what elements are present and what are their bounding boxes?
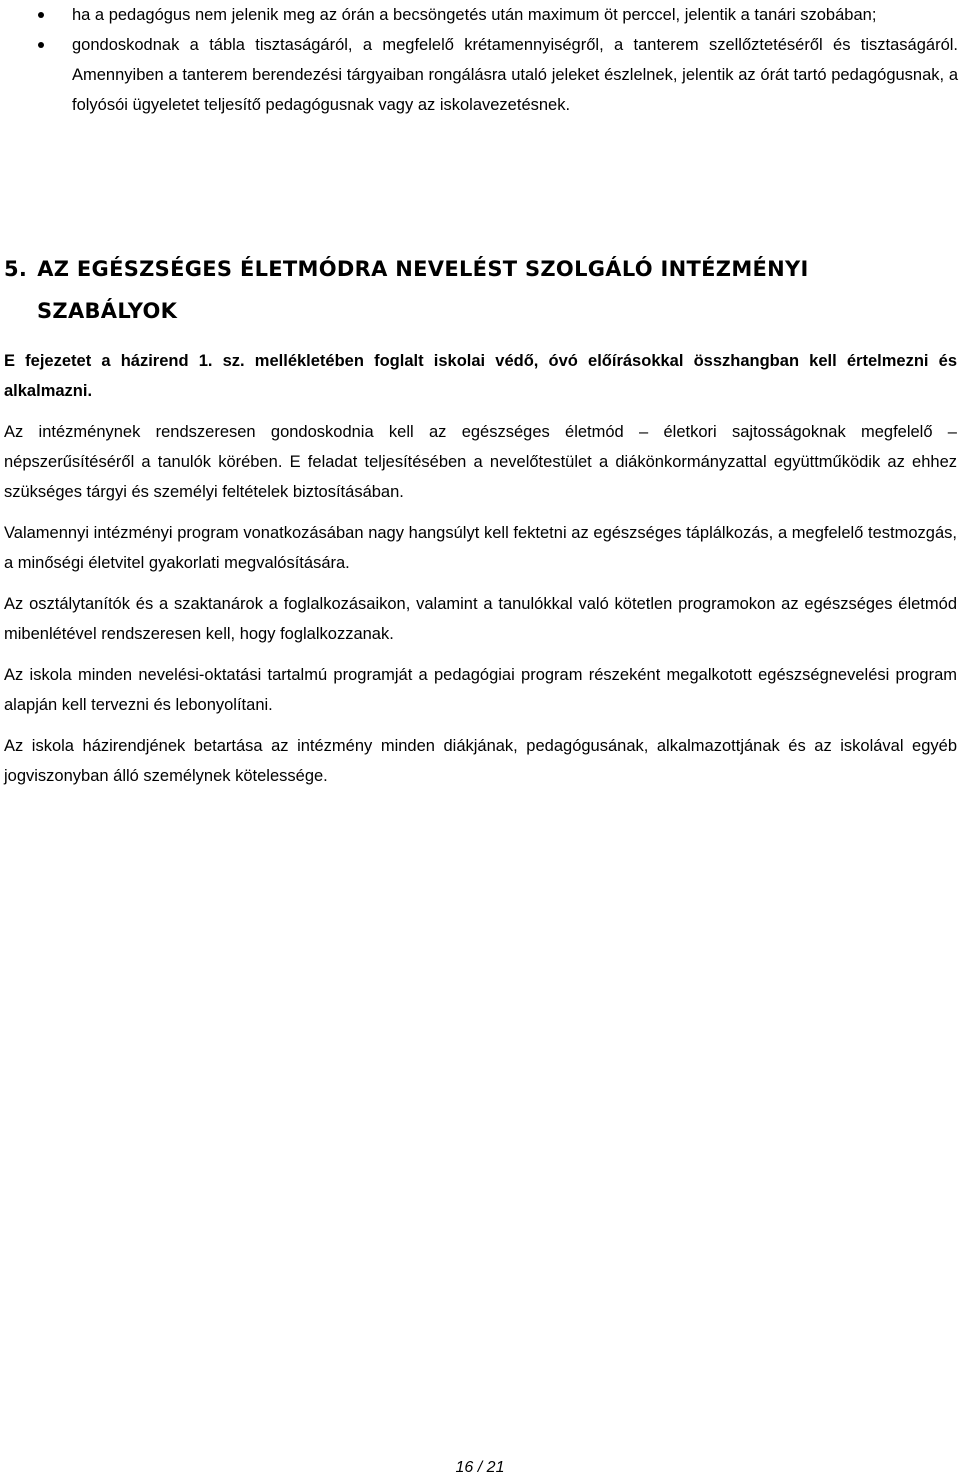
bullet-text: ha a pedagógus nem jelenik meg az órán a becsöngetés után maximum öt perccel, jelentik a tanári szobában; bbox=[72, 6, 877, 24]
section-title-line1: AZ EGÉSZSÉGES ÉLETMÓDRA NEVELÉST SZOLGÁLÓ INTÉZMÉNYI bbox=[37, 257, 809, 281]
paragraph: Az intézménynek rendszeresen gondoskodnia kell az egészséges életmód – életkori sajtosságoknak megfelelő – népszerűsítéséről a tanulók körében. E feladat teljesítésében a nevelőtestület a diákönkormányzattal együttműködik az ehhez szükséges tárgyi és személyi feltételek biztosításában. bbox=[4, 423, 957, 501]
section-title-line2: SZABÁLYOK bbox=[37, 299, 178, 323]
paragraph: Az osztálytanítók és a szaktanárok a foglalkozásaikon, valamint a tanulókkal való kötetlen programokon az egészséges életmód mibenlétével rendszeresen kell, hogy foglalkozzanak. bbox=[4, 595, 957, 643]
bullet-item bbox=[0, 30, 960, 120]
bullet-dot-icon bbox=[38, 12, 44, 18]
section-number: 5. bbox=[4, 257, 28, 281]
paragraph: Az iskola minden nevelési-oktatási tartalmú programját a pedagógiai program részeként megalkotott egészségnevelési program alapján kell tervezni és lebonyolítani. bbox=[4, 666, 957, 714]
paragraph: Valamennyi intézményi program vonatkozásában nagy hangsúlyt kell fektetni az egészséges táplálkozás, a megfelelő testmozgás, a minőségi életvitel gyakorlati megvalósítására. bbox=[4, 524, 957, 572]
page-number: 16 / 21 bbox=[455, 1459, 505, 1476]
bullet-dot-icon bbox=[38, 42, 44, 48]
bullet-item bbox=[0, 0, 960, 30]
bullet-list bbox=[0, 0, 960, 120]
section-body bbox=[4, 346, 957, 802]
page-footer bbox=[0, 1458, 960, 1478]
paragraph: Az iskola házirendjének betartása az intézmény minden diákjának, pedagógusának, alkalmazottjának és az iskolával egyéb jogviszonyban álló személynek kötelessége. bbox=[4, 737, 957, 785]
bullet-text: gondoskodnak a tábla tisztaságáról, a megfelelő krétamennyiségről, a tanterem szellőztetéséről és tisztaságáról. Amennyiben a tanterem berendezési tárgyaiban rongálásra utaló jeleket észlelnek, jelentik az órát tartó pedagógusnak, a folyósói ügyeletet teljesítő pedagógusnak vagy az iskolavezetésnek. bbox=[72, 36, 958, 114]
intro-paragraph: E fejezetet a házirend 1. sz. mellékletében foglalt iskolai védő, óvó előírásokkal összhangban kell értelmezni és alkalmazni. bbox=[4, 352, 957, 400]
section-heading bbox=[4, 248, 954, 332]
